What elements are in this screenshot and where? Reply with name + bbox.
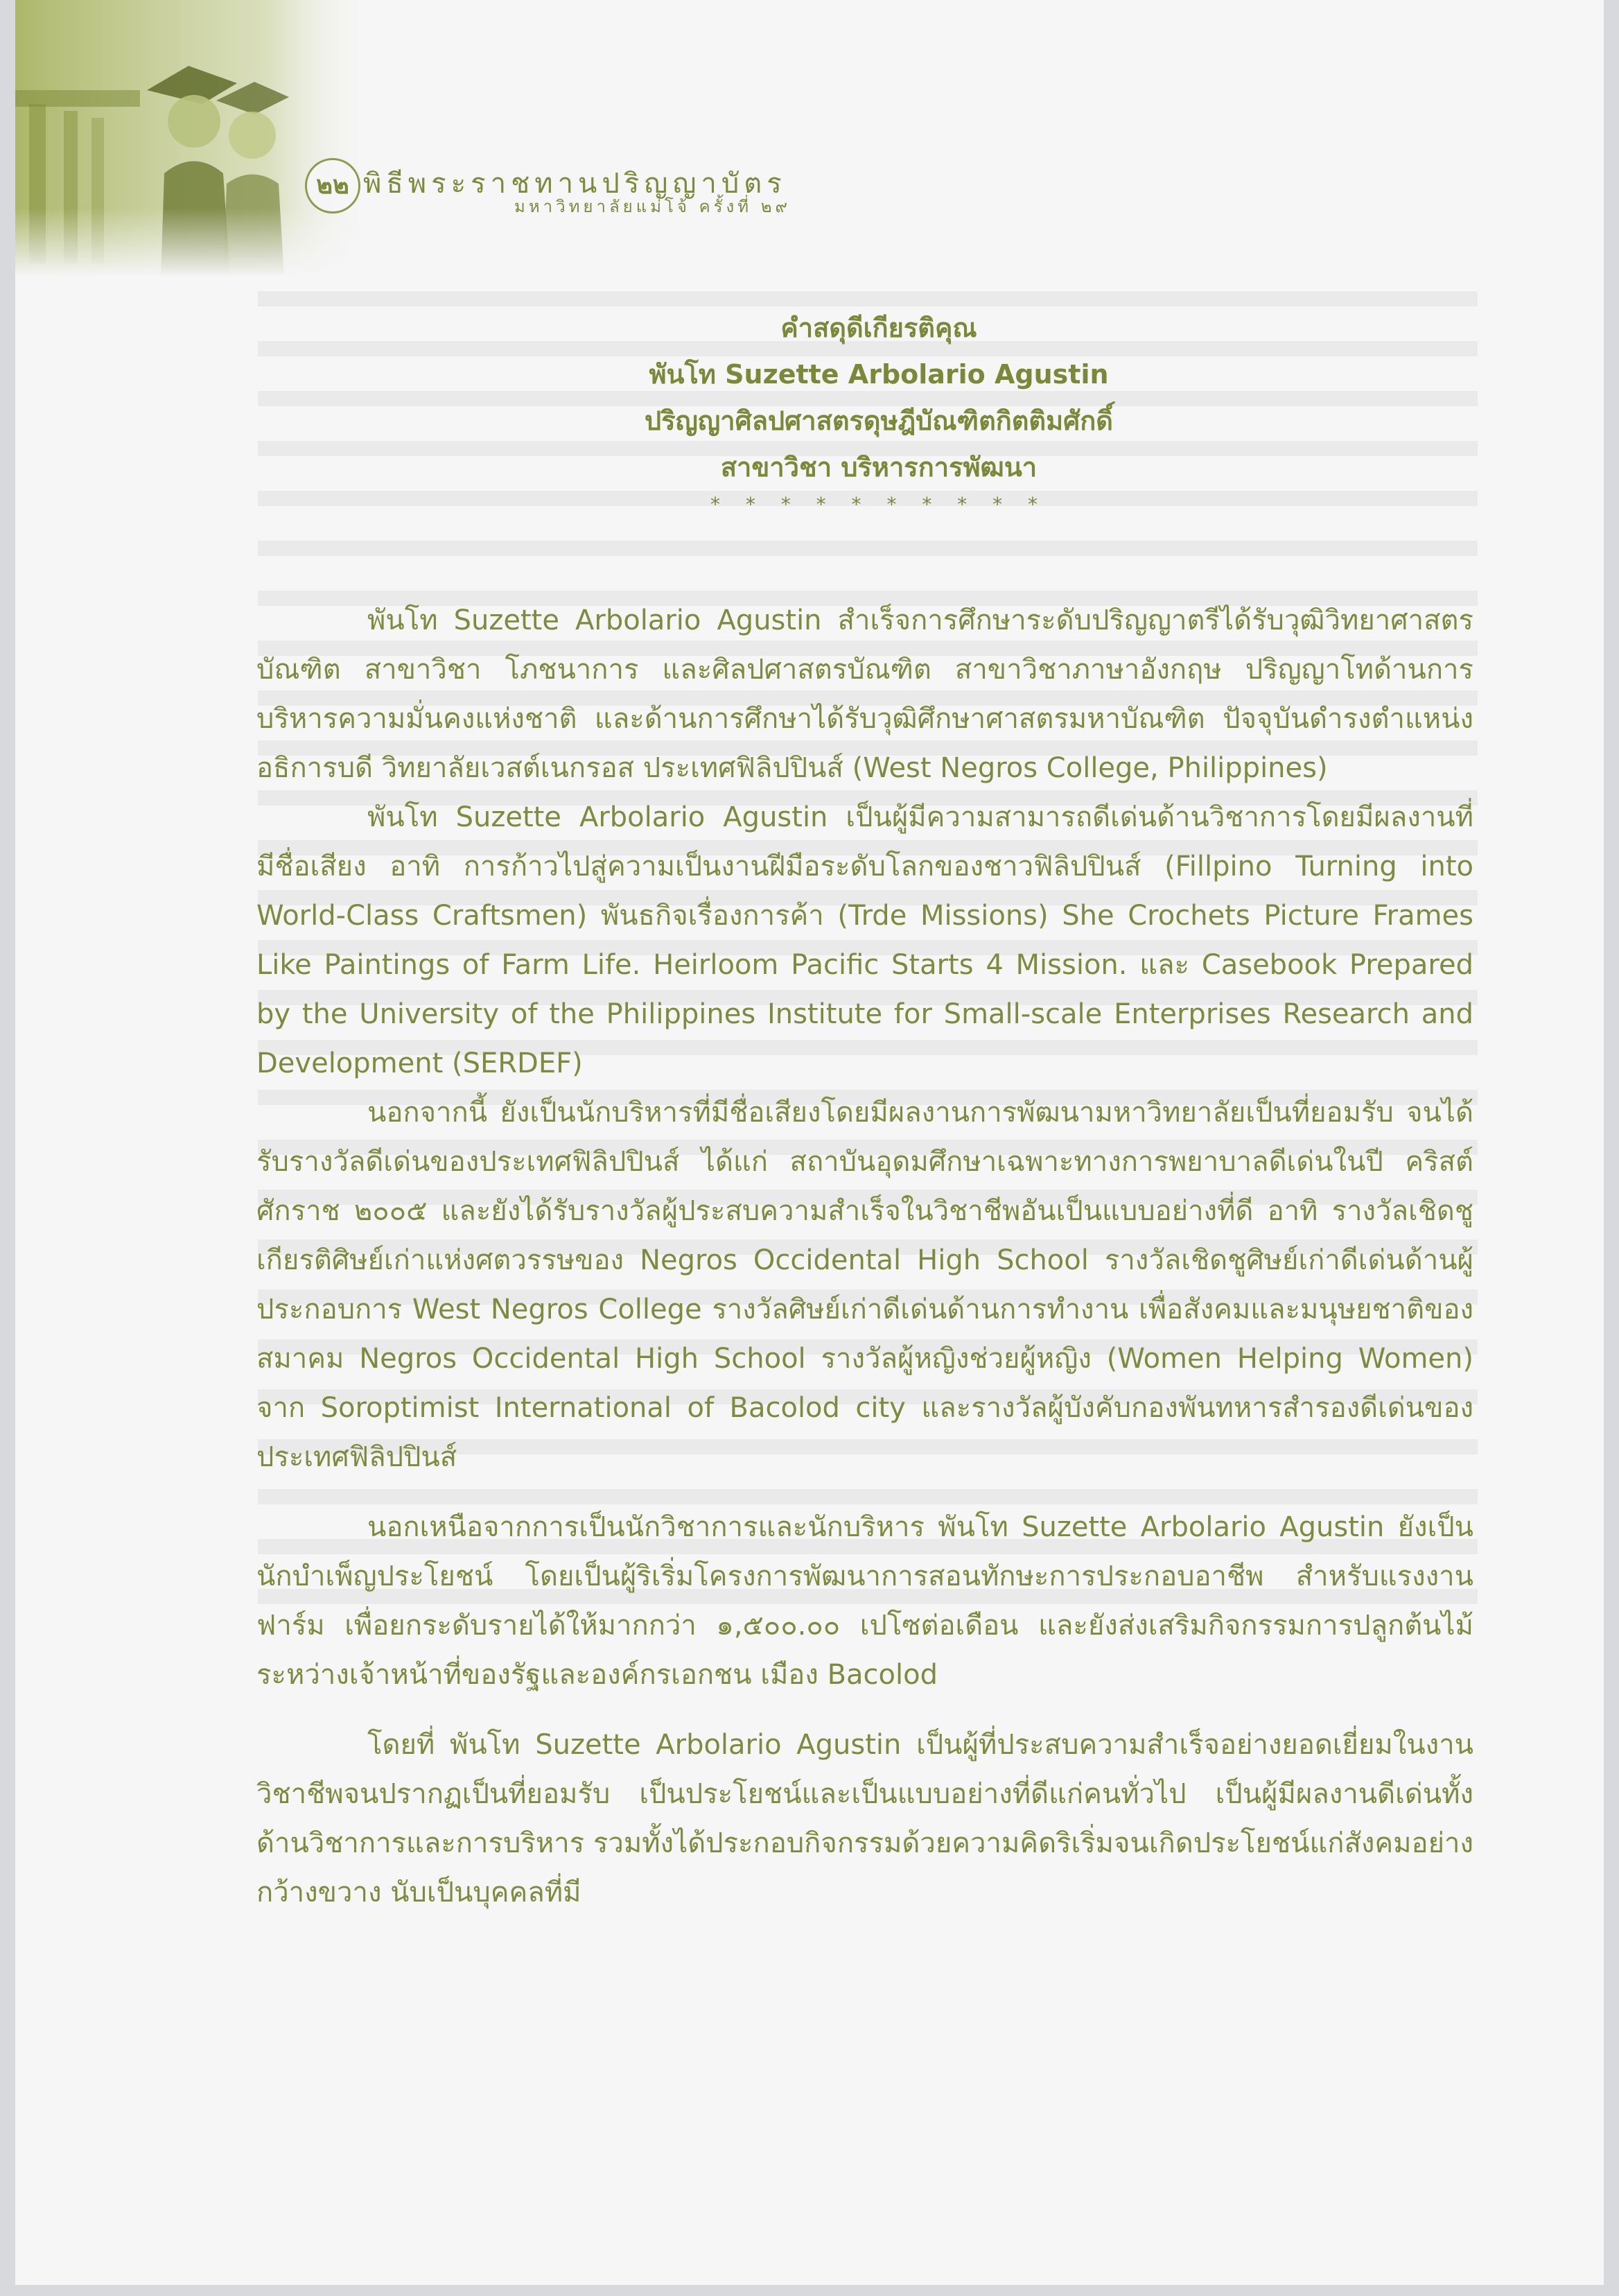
graduates-photo-header — [15, 0, 376, 277]
paragraph-public-service: นอกเหนือจากการเป็นนักวิชาการและนักบริหาร พันโท Suzette Arbolario Agustin ยังเป็นนักบำเพ็ญประโยชน์ โดยเป็นผู้ริเริ่มโครงการพัฒนาการสอนทักษะการประกอบอาชีพ สำหรับแรงงานฟาร์ม เพื่อยกระดับรายได้ให้มากกว่า ๑,๕๐๐.๐๐ เปโซต่อเดือน และยังส่งเสริมกิจกรรมการปลูกต้นไม้ระหว่างเจ้าหน้าที่ของรัฐและองค์กรเอกชน เมือง Bacolod — [256, 1511, 1473, 1691]
paragraph-conclusion: โดยที่ พันโท Suzette Arbolario Agustin เป็นผู้ที่ประสบความสำเร็จอย่างยอดเยี่ยมในงานวิชาชีพจนปรากฏเป็นที่ยอมรับ เป็นประโยชน์และเป็นแบบอย่างที่ดีแก่คนทั่วไป เป็นผู้มีผลงานดีเด่นทั้งด้านวิชาการและการบริหาร รวมทั้งได้ประกอบกิจกรรมด้วยความคิดริเริ่มจนเกิดประโยชน์แก่สังคมอย่างกว้างขวาง นับเป็นบุคคลที่มี — [256, 1729, 1473, 1908]
paragraph-academic-works: พันโท Suzette Arbolario Agustin เป็นผู้มีความสามารถดีเด่นด้านวิชาการโดยมีผลงานที่มีชื่อเสียง อาทิ การก้าวไปสู่ความเป็นงานฝีมือระดับโลกของชาวฟิลิปปินส์ (Fillpino Turning into World-Class Craftsmen) พันธกิจเรื่องการค้า (Trde Missions) She Crochets Picture Frames Like Paintings of Farm Life. Heirloom Pacific Starts 4 Mission. และ Casebook Prepared by the University of the Philippines Institute for Small-scale Enterprises Research and Development (SERDEF) — [256, 801, 1473, 1079]
document-page — [15, 0, 1604, 2285]
ceremony-title: พิธีพระราชทานปริญญาบัตร — [363, 168, 787, 200]
citation-body — [256, 596, 1473, 1917]
degree-name: ปริญญาศิลปศาสตรดุษฎีบัณฑิตกิตติมศักดิ์ — [645, 406, 1113, 436]
citation-heading: คำสดุดีเกียรติคุณ — [780, 313, 977, 343]
field-of-study: สาขาวิชา บริหารการพัฒนา — [720, 452, 1038, 482]
page-number-badge: ๒๒ — [305, 158, 360, 214]
divider-stars: * * * * * * * * * * — [710, 493, 1048, 516]
honoree-name: พันโท Suzette Arbolario Agustin — [649, 359, 1109, 390]
paragraph-awards: นอกจากนี้ ยังเป็นนักบริหารที่มีชื่อเสียงโดยมีผลงานการพัฒนามหาวิทยาลัยเป็นที่ยอมรับ จนได้รับรางวัลดีเด่นของประเทศฟิลิปปินส์ ได้แก่ สถาบันอุดมศึกษาเฉพาะทางการพยาบาลดีเด่นในปี คริสต์ศักราช ๒๐๐๕ และยังได้รับรางวัลผู้ประสบความสำเร็จในวิชาชีพอันเป็นแบบอย่างที่ดี อาทิ รางวัลเชิดชูเกียรติศิษย์เก่าแห่งศตวรรษของ Negros Occidental High School รางวัลเชิดชูศิษย์เก่าดีเด่นด้านผู้ประกอบการ West Negros College รางวัลศิษย์เก่าดีเด่นด้านการทำงาน เพื่อสังคมและมนุษยชาติของสมาคม Negros Occidental High School รางวัลผู้หญิงช่วยผู้หญิง (Women Helping Women) จาก Soroptimist International of Bacolod city และรางวัลผู้บังคับกองพันทหารสำรองดีเด่นของประเทศฟิลิปปินส์ — [256, 1097, 1473, 1473]
university-line: มหาวิทยาลัยแม่โจ้ ครั้งที่ ๒๙ — [514, 197, 791, 216]
paragraph-education: พันโท Suzette Arbolario Agustin สำเร็จการศึกษาระดับปริญญาตรีได้รับวุฒิวิทยาศาสตรบัณฑิต สาขาวิชา โภชนาการ และศิลปศาสตรบัณฑิต สาขาวิชาภาษาอังกฤษ ปริญญาโทด้านการบริหารความมั่นคงแห่งชาติ และด้านการศึกษาได้รับวุฒิศึกษาศาสตรมหาบัณฑิต ปัจจุบันดำรงตำแหน่งอธิการบดี วิทยาลัยเวสต์เนกรอส ประเทศฟิลิปปินส์ (West Negros College, Philippines) — [256, 605, 1473, 784]
citation-title-block — [223, 305, 1534, 519]
